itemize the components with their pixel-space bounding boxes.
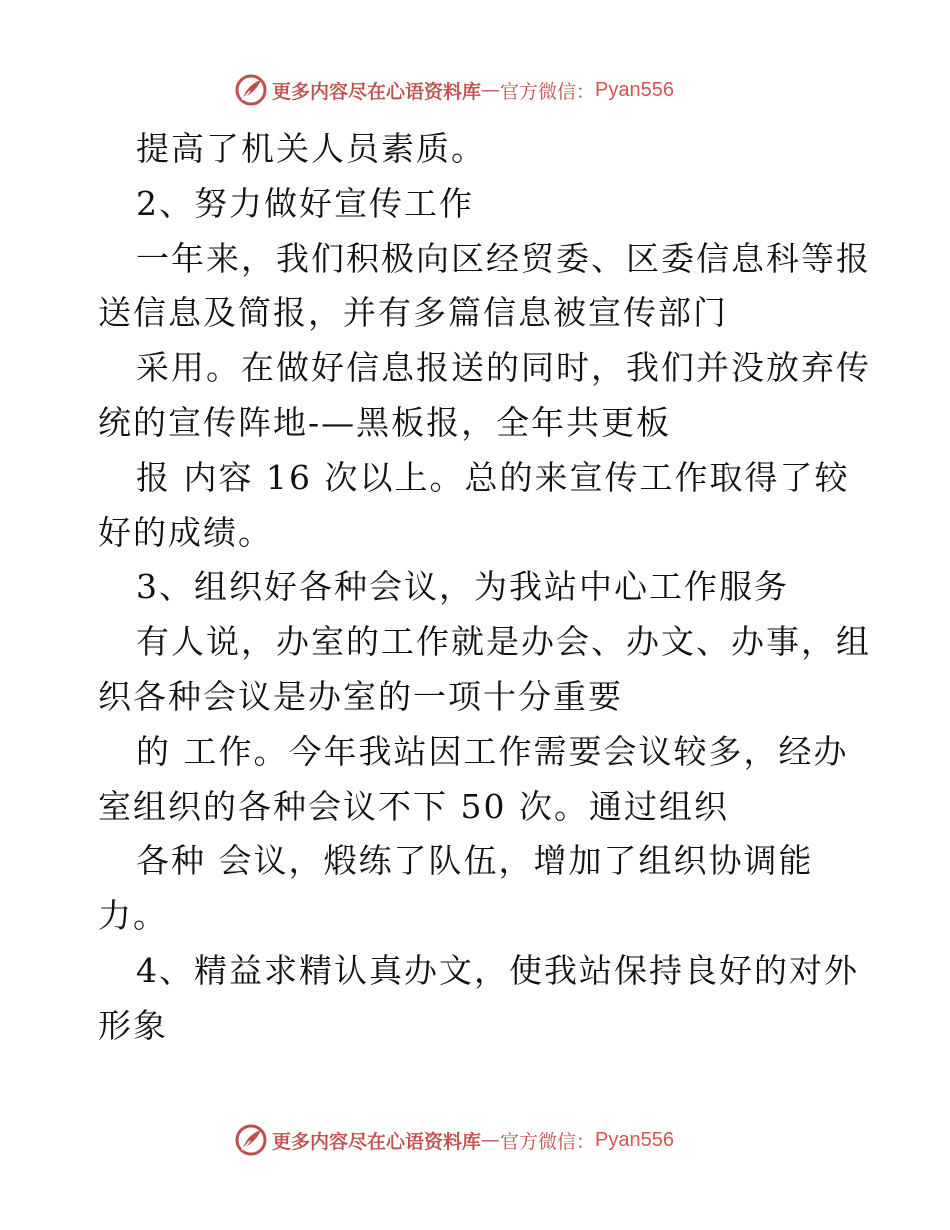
- watermark-handle: Pyan556: [595, 78, 674, 101]
- text-line: 3、组织好各种会议，为我站中心工作服务: [136, 567, 789, 607]
- footer-watermark: [234, 1120, 734, 1160]
- text-line: 4、精益求精认真办文，使我站保持良好的对外: [136, 950, 859, 990]
- text-line: 各种 会议，煅练了队伍，增加了组织协调能: [136, 841, 814, 881]
- text-line: 送信息及简报，并有多篇信息被宣传部门: [98, 293, 728, 333]
- text-line: 的 工作。今年我站因工作需要会议较多，经办: [136, 731, 849, 771]
- text-line: 报 内容 16 次以上。总的来宣传工作取得了较: [136, 457, 850, 497]
- document-body: [98, 122, 871, 1054]
- text-line: 2、努力做好宣传工作: [136, 183, 474, 223]
- text-line: 提高了机关人员素质。: [136, 129, 486, 168]
- feather-pen-logo-icon: [234, 1123, 268, 1157]
- text-line: 形象: [98, 1005, 168, 1045]
- watermark-separator: —: [481, 79, 501, 101]
- watermark-brand: 更多内容尽在心语资料库: [272, 80, 482, 103]
- text-line: 织各种会议是办室的一项十分重要: [98, 676, 623, 716]
- watermark-handle: Pyan556: [595, 1128, 674, 1151]
- text-line: 室组织的各种会议不下 50 次。通过组织: [98, 786, 729, 826]
- text-line: 采用。在做好信息报送的同时，我们并没放弃传: [136, 348, 871, 388]
- header-watermark: [234, 70, 734, 110]
- watermark-separator: —: [481, 1129, 501, 1151]
- feather-pen-logo-icon: [234, 73, 268, 107]
- text-line: 一年来，我们积极向区经贸委、区委信息科等报: [136, 238, 871, 278]
- text-line: 有人说，办室的工作就是办会、办文、办事，组: [136, 622, 871, 662]
- watermark-label: 官方微信：: [500, 1130, 596, 1153]
- watermark-label: 官方微信：: [500, 80, 596, 103]
- text-line: 力。: [98, 896, 168, 936]
- watermark-brand: 更多内容尽在心语资料库: [272, 1130, 482, 1153]
- text-line: 好的成绩。: [98, 512, 273, 552]
- text-line: 统的宣传阵地-—黑板报，全年共更板: [98, 402, 672, 442]
